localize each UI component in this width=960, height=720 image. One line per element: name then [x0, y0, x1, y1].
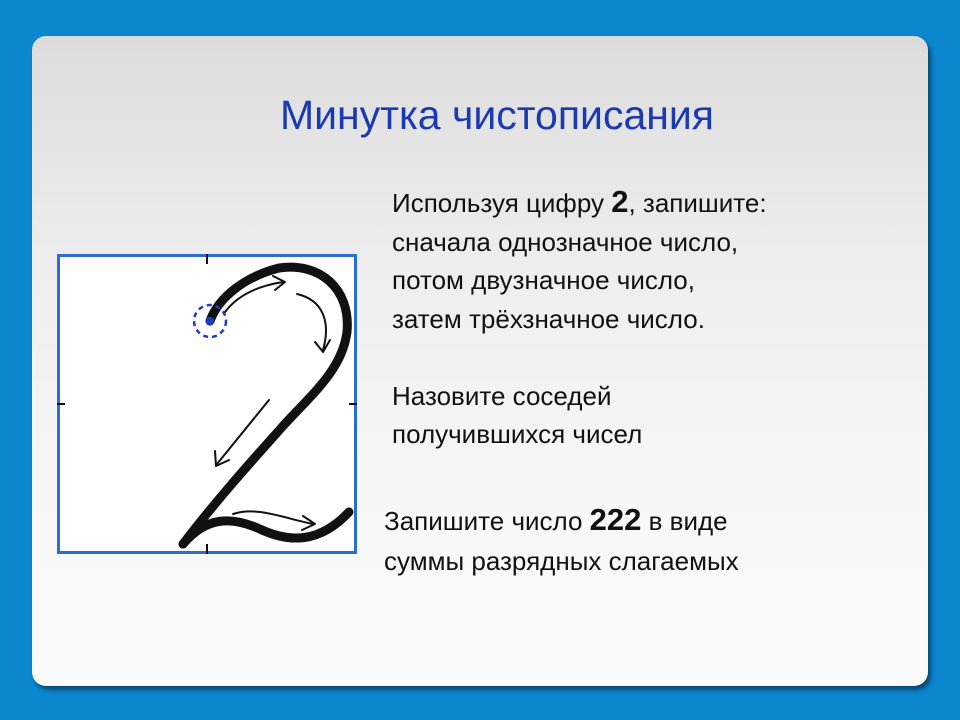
place-value-prefix: Запишите число: [384, 506, 590, 536]
task-line-3: потом двузначное число,: [392, 265, 695, 295]
neighbors-line-2: получившихся чисел: [392, 419, 643, 449]
task-line-1-prefix: Используя цифру: [392, 188, 612, 218]
place-value-line-1: [384, 500, 739, 541]
task-line-1-suffix: , запишите:: [628, 188, 767, 218]
task-instructions: [392, 183, 767, 338]
place-value-line-2: суммы разрядных слагаемых: [384, 546, 739, 576]
task-line-1: [392, 183, 767, 223]
number-highlight: 222: [589, 502, 642, 537]
place-value-task: [384, 500, 739, 581]
task-line-4: затем трёхзначное число.: [392, 303, 705, 334]
digit-writing-guide: [57, 254, 357, 554]
neighbors-question: [392, 377, 642, 453]
digit-highlight: 2: [611, 184, 629, 219]
place-value-suffix: в виде: [641, 506, 728, 536]
neighbors-line-1: Назовите соседей: [392, 381, 612, 411]
page-title: Минутка чистописания: [279, 92, 715, 138]
task-line-2: сначала однозначное число,: [392, 226, 739, 257]
start-point-dot: [206, 317, 214, 325]
